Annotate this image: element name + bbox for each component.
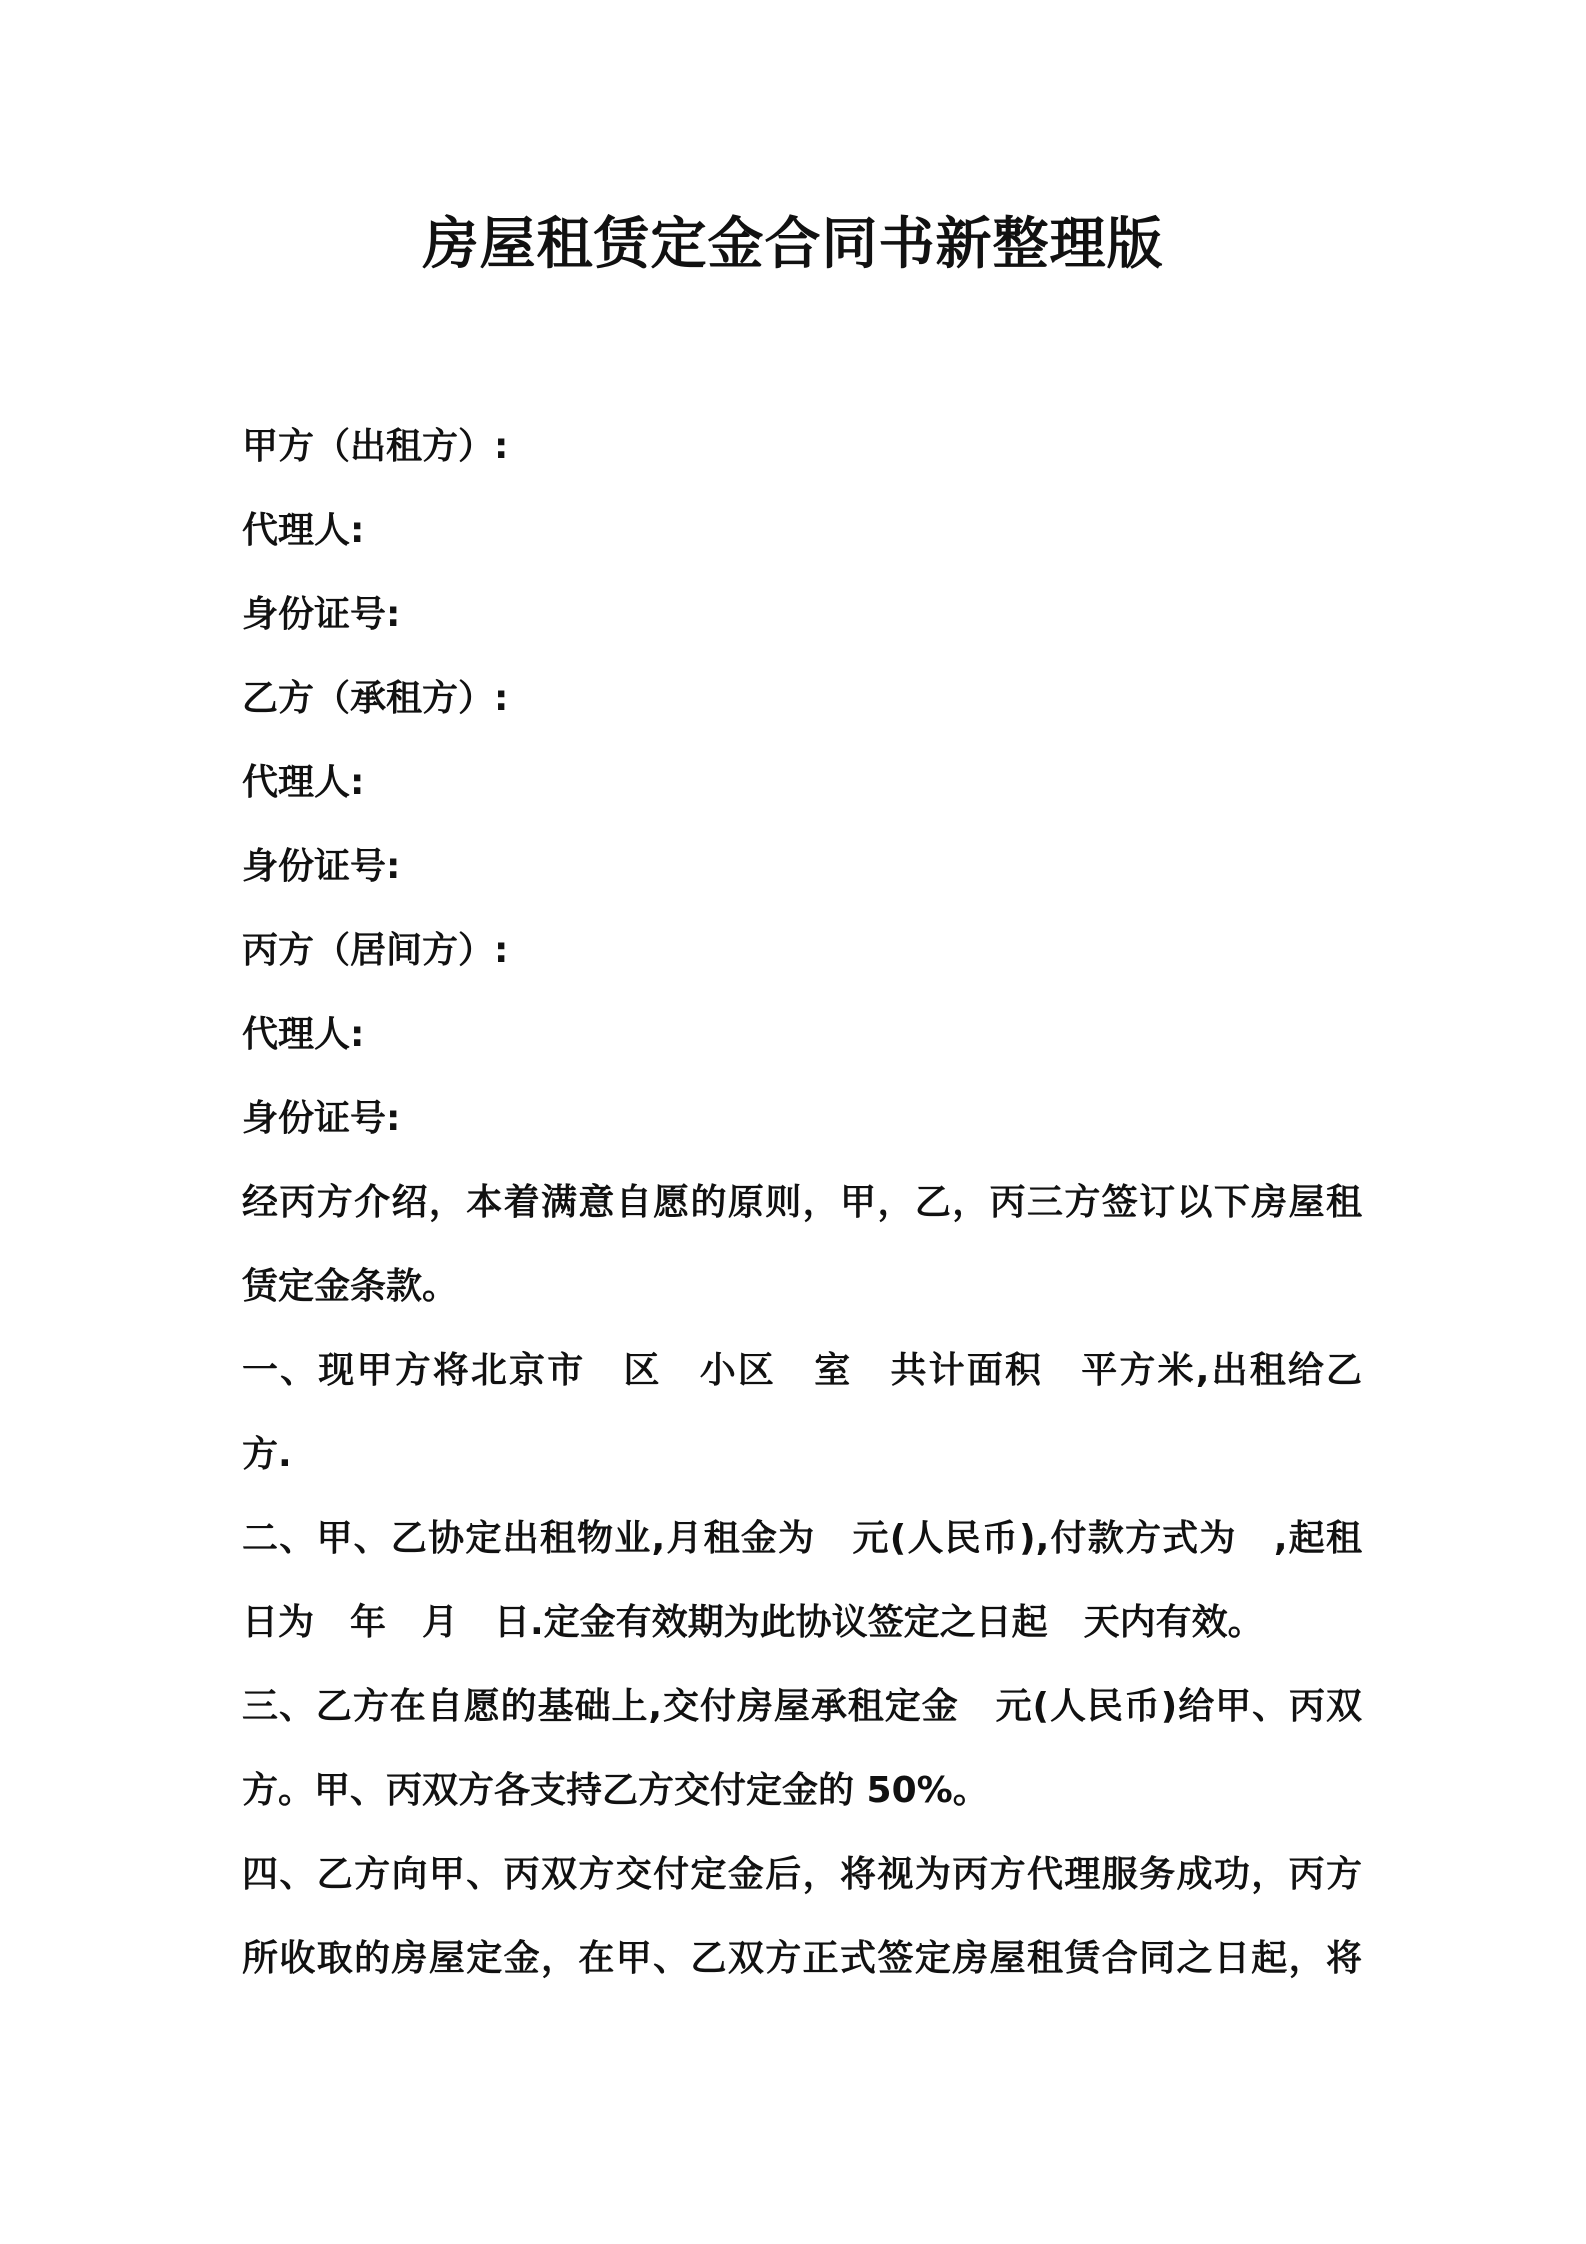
party-b-agent-label: 代理人:	[242, 762, 365, 803]
clause-3-line: 三、乙方在自愿的基础上,交付房屋承租定金 元(人民币)给甲、丙双	[242, 1686, 1362, 1727]
document-body	[242, 405, 1362, 2001]
party-a-label: 甲方（出租方）:	[242, 426, 509, 467]
party-b-id-label: 身份证号:	[242, 846, 401, 887]
intro-paragraph-line: 赁定金条款。	[242, 1266, 459, 1307]
clause-3-line: 方。甲、丙双方各支持乙方交付定金的 50%。	[242, 1770, 989, 1811]
clause-1-line: 方.	[242, 1434, 292, 1475]
clause-2-line: 日为 年 月 日.定金有效期为此协议签定之日起 天内有效。	[242, 1602, 1264, 1643]
party-a-id-label: 身份证号:	[242, 594, 401, 635]
party-a-agent-label: 代理人:	[242, 510, 365, 551]
document-title: 房屋租赁定金合同书新整理版	[422, 212, 1164, 277]
clause-2-line: 二、甲、乙协定出租物业,月租金为 元(人民币),付款方式为 ,起租	[242, 1518, 1362, 1559]
clause-1-line: 一、现甲方将北京市 区 小区 室 共计面积 平方米,出租给乙	[242, 1350, 1362, 1391]
party-c-agent-label: 代理人:	[242, 1014, 365, 1055]
party-c-id-label: 身份证号:	[242, 1098, 401, 1139]
intro-paragraph-line: 经丙方介绍，本着满意自愿的原则，甲，乙，丙三方签订以下房屋租	[242, 1182, 1362, 1223]
clause-4-line: 所收取的房屋定金，在甲、乙双方正式签定房屋租赁合同之日起，将	[242, 1938, 1362, 1979]
party-c-label: 丙方（居间方）:	[242, 930, 509, 971]
party-b-label: 乙方（承租方）:	[242, 678, 509, 719]
clause-4-line: 四、乙方向甲、丙双方交付定金后，将视为丙方代理服务成功，丙方	[242, 1854, 1362, 1895]
